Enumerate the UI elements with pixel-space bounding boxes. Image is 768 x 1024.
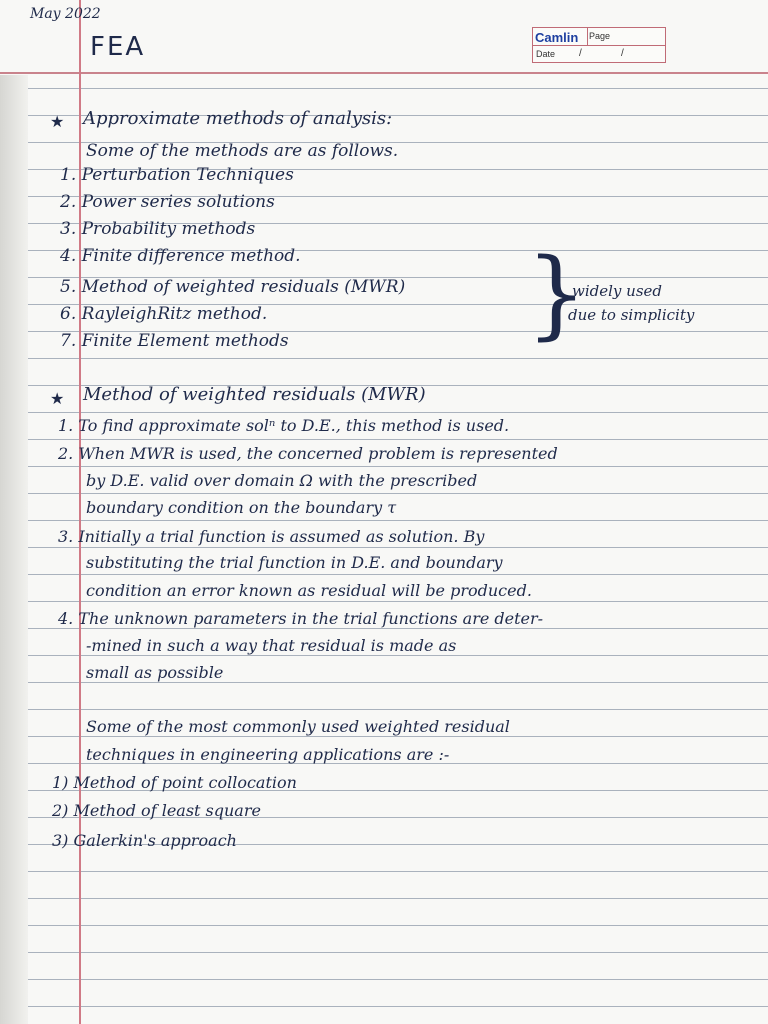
brand-logo: Camlin <box>535 30 579 45</box>
box-divider <box>533 45 665 46</box>
paragraph-line: condition an error known as residual will be produced. <box>86 581 532 600</box>
list-item: 3. Probability methods <box>60 219 256 239</box>
date-label: Date <box>536 49 556 59</box>
margin-line <box>79 0 81 1024</box>
paragraph-line: 2. When MWR is used, the concerned problem is represented <box>58 444 558 463</box>
camlin-page-box <box>532 27 666 63</box>
section-intro: Some of the methods are as follows. <box>86 141 399 161</box>
paragraph-line: techniques in engineering applications are :- <box>86 745 450 764</box>
star-bullet-icon: ★ <box>50 389 65 408</box>
paragraph-line: Some of the most commonly used weighted residual <box>86 717 510 736</box>
paragraph-line: 1. To find approximate solⁿ to D.E., this method is used. <box>58 416 510 435</box>
paragraph-line: boundary condition on the boundary τ <box>86 498 397 517</box>
section-heading: Method of weighted residuals (MWR) <box>83 384 426 405</box>
side-note: due to simplicity <box>568 306 695 324</box>
page-number-label: Page <box>589 31 611 41</box>
paragraph-line: 4. The unknown parameters in the trial functions are deter- <box>58 609 544 628</box>
list-item: 1) Method of point collocation <box>52 773 297 792</box>
list-item: 1. Perturbation Techniques <box>60 165 294 185</box>
list-item: 2. Power series solutions <box>60 192 275 212</box>
paragraph-line: -mined in such a way that residual is made as <box>86 636 457 655</box>
star-bullet-icon: ★ <box>50 112 65 131</box>
date-separator: / <box>621 48 624 59</box>
paragraph-line: small as possible <box>86 663 224 682</box>
list-item: 5. Method of weighted residuals (MWR) <box>60 277 406 297</box>
list-item: 3) Galerkin's approach <box>52 831 237 850</box>
header-rule <box>0 72 768 74</box>
date-separator: / <box>579 48 582 59</box>
brace-mark-icon: } <box>526 238 588 350</box>
binding-shadow <box>0 0 28 1024</box>
page-date: May 2022 <box>30 6 101 22</box>
paragraph-line: 3. Initially a trial function is assumed as solution. By <box>58 527 485 546</box>
list-item: 4. Finite difference method. <box>60 246 301 266</box>
list-item: 6. RayleighRitz method. <box>60 304 268 324</box>
side-note: widely used <box>572 282 662 300</box>
page-title: FEA <box>90 32 146 62</box>
section-heading: Approximate methods of analysis: <box>83 108 393 129</box>
paragraph-line: substituting the trial function in D.E. and boundary <box>86 553 503 572</box>
list-item: 7. Finite Element methods <box>60 331 289 351</box>
box-divider <box>587 28 588 45</box>
list-item: 2) Method of least square <box>52 801 261 820</box>
paragraph-line: by D.E. valid over domain Ω with the prescribed <box>86 471 478 490</box>
